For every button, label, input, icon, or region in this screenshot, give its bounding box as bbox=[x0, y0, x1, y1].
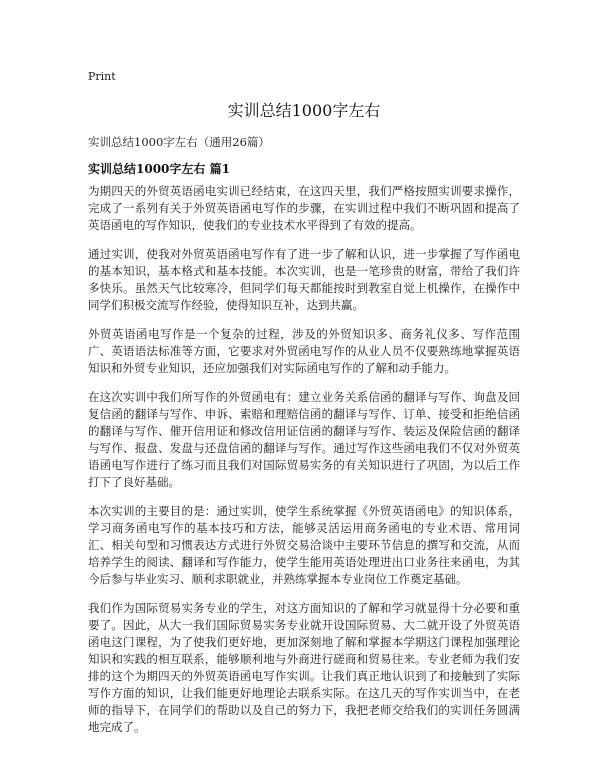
paragraph-1: 为期四天的外贸英语函电实训已经结束，在这四天里，我们严格按照实训要求操作，完成了一系列有关于外贸英语函电写作的步骤，在实训过程中我们不断巩固和提高了英语函电的写作知识，使我们的专业技术水平得到了有效的提高。 bbox=[88, 184, 520, 232]
paragraph-6: 我们作为国际贸易实务专业的学生，对这方面知识的了解和学习就显得十分必要和重要了。因此，从大一我们国际贸易实务专业就开设国际贸易、大二就开设了外贸英语函电这门课程，为了使我们更好地，更加深刻地了解和掌握本学期这门课程加强理论知识和实践的相互联系，能够顺利地与外商进行磋商和贸易往来。专业老师为我们安排的这个为期四天的外贸英语函电写作实训。让我们真正地认识到了和接触到了实际写作方面的知识，让我们能更好地理论去联系实际。在这几天的写作实训当中，在老师的指导下，在同学们的帮助以及自己的努力下，我把老师交给我们的实训任务圆满地完成了。 bbox=[88, 601, 520, 734]
document-body bbox=[88, 183, 520, 748]
section-heading: 实训总结1000字左右 篇1 bbox=[88, 162, 230, 176]
paragraph-2: 通过实训，使我对外贸英语函电写作有了进一步了解和认识，进一步掌握了写作函电的基本知识，基本格式和基本技能。本次实训，也是一笔珍贵的财富，带给了我们许多快乐。虽然天气比较寒冷，但同学们每天都能按时到教室自觉上机操作，在操作中同学们积极交流写作经验，使得知识互补，达到共赢。 bbox=[88, 247, 520, 312]
print-link[interactable]: Print bbox=[88, 70, 116, 83]
page-title: 实训总结1000字左右 bbox=[227, 101, 381, 120]
paragraph-4: 在这次实训中我们所写作的外贸函电有：建立业务关系信函的翻译与写作、询盘及回复信函的翻译与写作、申诉、索赔和理赔信函的翻译与写作、订单、接受和拒绝信函的翻译与写作、催开信用证和修改信用证信函的翻译与写作、装运及保险信函的翻译与写作、报盘、发盘与还盘信函的翻译与写作。通过写作这些函电我们不仅对外贸英语函电写作进行了练习而且我们对国际贸易实务的有关知识进行了巩固，为以后工作打下了良好基础。 bbox=[88, 390, 520, 489]
document-subtitle: 实训总结1000字左右（通用26篇） bbox=[88, 135, 270, 149]
paragraph-5: 本次实训的主要目的是：通过实训，使学生系统掌握《外贸英语函电》的知识体系，学习商务函电写作的基本技巧和方法，能够灵活运用商务函电的专业术语、常用词汇、相关句型和习惯表达方式进行外贸交易洽谈中主要环节信息的撰写和交流，从而培养学生的阅读、翻译和写作能力，使学生能用英语处理进出口业务往来函电，为其今后参与毕业实习、顺利求职就业，并熟练掌握本专业岗位工作奠定基础。 bbox=[88, 504, 520, 586]
paragraph-3: 外贸英语函电写作是一个复杂的过程，涉及的外贸知识多、商务礼仪多、写作范围广、英语语法标准等方面，它要求对外贸函电写作的从业人员不仅要熟练地掌握英语知识和外贸专业知识，还应加强我们对实际函电写作的了解和动手能力。 bbox=[88, 327, 520, 375]
